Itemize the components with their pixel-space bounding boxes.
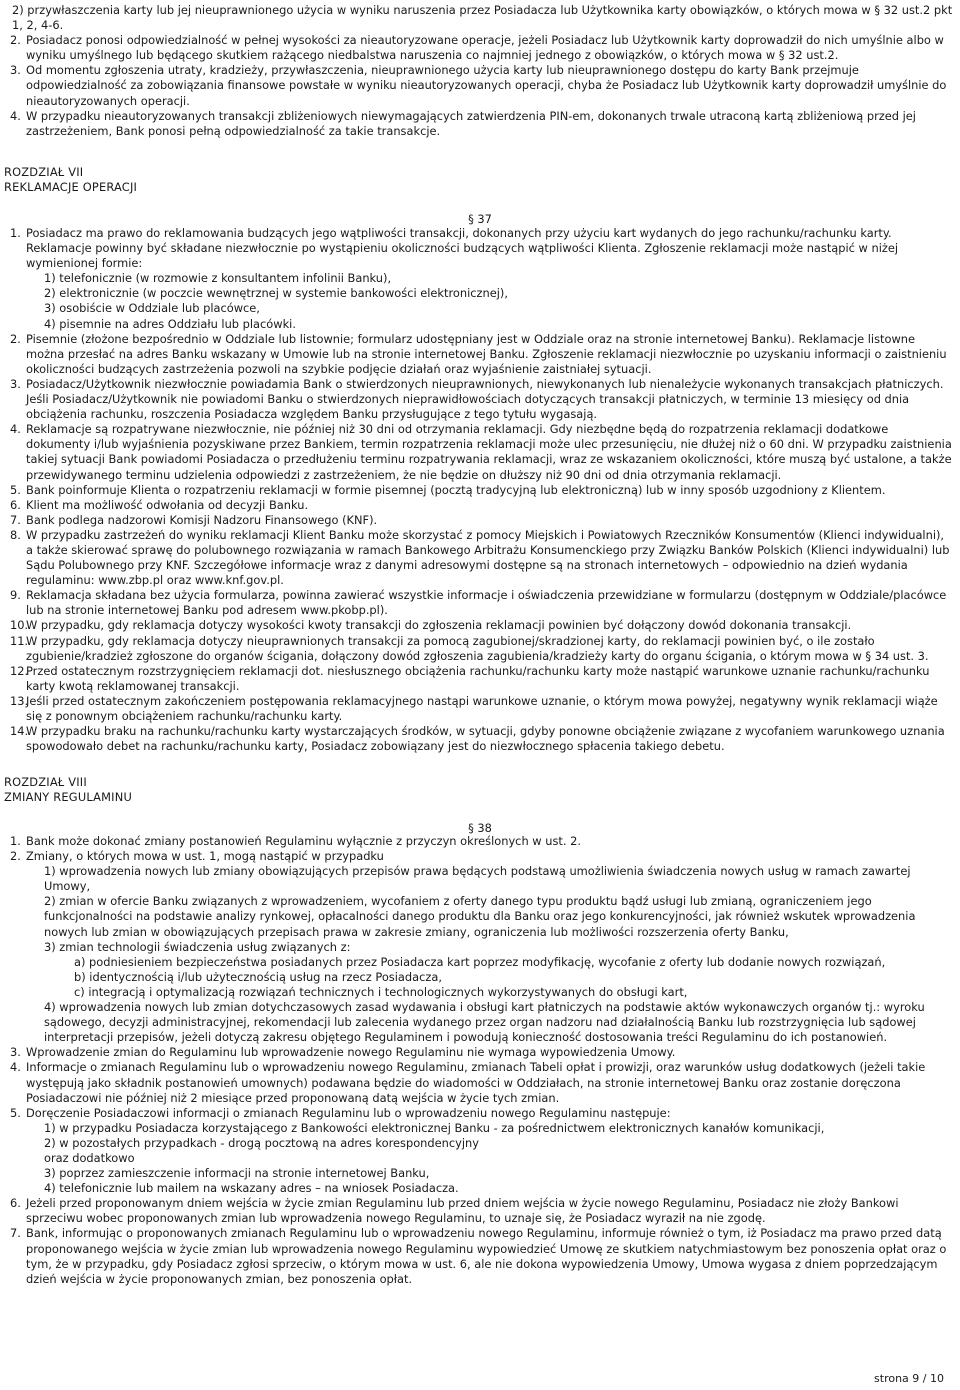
- intro-line-a: 2) przywłaszczenia karty lub jej nieuprawnionego użycia w wyniku naruszenia przez Posiadacza lub Użytkownika karty obowiązków, o których mowa w § 32 ust.2 pkt 1, 2, 4-6.: [12, 3, 953, 33]
- list-item: [4, 894, 954, 939]
- list-item: [4, 377, 954, 422]
- intro-item-3: [4, 63, 954, 108]
- chapter7-items: [4, 226, 954, 754]
- list-item: [4, 1106, 954, 1121]
- list-item: [4, 588, 954, 618]
- intro-item-2: [4, 33, 954, 63]
- list-item: [4, 301, 954, 316]
- list-item: [4, 864, 954, 894]
- chapter-label: ROZDZIAŁ VII: [4, 165, 84, 179]
- item-text: Od momentu zgłoszenia utraty, kradzieży, przywłaszczenia, nieuprawnionego użycia karty lub nieuprawnionego dostępu do karty Bank przejmuje odpowiedzialność za zobowiązania finansowe powstałe w wyniku nieautoryzowanych operacji, chyba że Posiadacz lub Użytkownik karty doprowadził umyślnie do nieautoryzowanych operacji.: [26, 63, 947, 108]
- item-text: 3) poprzez zamieszczenie informacji na stronie internetowej Banku,: [44, 1166, 430, 1181]
- list-item: [4, 226, 954, 271]
- list-item: [4, 849, 954, 864]
- item-number: 8.: [10, 527, 21, 542]
- list-item: [4, 940, 954, 955]
- item-number: 5.: [10, 1105, 21, 1120]
- list-item: [4, 271, 954, 286]
- list-item: [4, 834, 954, 849]
- section-37-marker: § 37: [468, 212, 492, 226]
- list-item: [4, 985, 954, 1000]
- list-item: [4, 317, 954, 332]
- item-number: 3.: [10, 1045, 21, 1060]
- item-number: 1.: [10, 834, 21, 848]
- item-text: Reklamacja składana bez użycia formularza, powinna zawierać wszystkie informacje i oświadczenia przewidziane w formularzu (dostępnym w Oddziale/placówce lub na stronie internetowej Banku pod adresem www.pkobp.pl).: [26, 588, 947, 618]
- item-text: Jeżeli przed proponowanym dniem wejścia w życie zmian Regulaminu lub przed dniem wejścia w życie nowego Regulaminu, Posiadacz nie złoży Bankowi sprzeciwu wobec proponowanych zmian lub wprowadzenia nowego Regulaminu, to uznaje się, że Posiadacz wyraził na nie zgodę.: [26, 1196, 899, 1226]
- list-item: [4, 286, 954, 301]
- item-text: 2) elektronicznie (w poczcie wewnętrznej w systemie bankowości elektronicznej),: [44, 286, 508, 301]
- item-number: 12.: [10, 663, 29, 678]
- item-text: Zmiany, o których mowa w ust. 1, mogą nastąpić w przypadku: [26, 849, 384, 864]
- item-text: c) integracją i optymalizacją rozwiązań technicznych i technologicznych wykorzystywanych do obsługi kart,: [74, 984, 688, 999]
- list-item: [4, 664, 954, 694]
- item-text: Pisemnie (złożone bezpośrednio w Oddziale lub listownie; formularz udostępniany jest w Oddziale oraz na stronie internetowej Banku). Reklamacje listowne można przesłać na adres Banku wskazany w Umowie lub na stronie internetowej Banku. Zgłoszenie reklamacji niezwłocznie po uzyskaniu informacji o zaistnieniu okoliczności budzących zastrzeżenia pozwoli na szybkie podjęcie działań oraz wyjaśnienie zaistniałej sytuacji.: [26, 331, 947, 376]
- item-number: 13.: [10, 693, 29, 708]
- chapter8-heading: [4, 775, 132, 805]
- item-text: W przypadku zastrzeżeń do wyniku reklamacji Klient Banku może skorzystać z pomocy Miejskich i Powiatowych Rzeczników Konsumentów (Klienci indywidualni), a także skierować sprawę do polubownego rozwiązania w ramach Bankowego Arbitrażu Konsumenckiego przy Związku Banków Polskich (Klienci indywidualni) lub Sądu Polubownego przy KNF. Szczegółowe informacje wraz z danymi adresowymi dostępne są na stronach internetowych – odpowiednio na dzień wydania regulaminu: www.zbp.pl oraz www.knf.gov.pl.: [26, 527, 950, 588]
- item-text: Bank, informując o proponowanych zmianach Regulaminu lub o wprowadzeniu nowego Regulaminu, informuje również o tym, iż Posiadacz ma prawo przed datą proponowanego wejścia w życie zmian lub wprowadzenia nowego Regulaminu wypowiedzieć Umowę ze skutkiem natychmiastowym bez ponoszenia opłat oraz o tym, że w przypadku, gdy Posiadacz zgłosi sprzeciw, o którym mowa w ust. 6, ale nie dokona wypowiedzenia Umowy, Umowa wygasa z dniem poprzedzającym dzień wejścia w życie proponowanych zmian, bez ponoszenia opłat.: [26, 1226, 947, 1286]
- item-text: Bank może dokonać zmiany postanowień Regulaminu wyłącznie z przyczyn określonych w ust. 2.: [26, 834, 581, 848]
- item-text: Klient ma możliwość odwołania od decyzji Banku.: [26, 497, 309, 512]
- item-text: 4) telefonicznie lub mailem na wskazany adres – na wniosek Posiadacza.: [44, 1181, 459, 1196]
- item-text: 1) wprowadzenia nowych lub zmiany obowiązujących przepisów prawa będących podstawą umożliwienia świadczenia nowych usług w ramach zawartej Umowy,: [44, 864, 911, 894]
- list-item: [4, 724, 954, 754]
- item-text: Przed ostatecznym rozstrzygnięciem reklamacji dot. niesłusznego obciążenia rachunku/rachunku karty może nastąpić warunkowe uznanie rachunku/rachunku karty kwotą reklamowanej transakcji.: [26, 663, 930, 693]
- list-item: [4, 528, 954, 588]
- item-text: Reklamacje są rozpatrywane niezwłocznie, nie później niż 30 dni od otrzymania reklamacji. Gdy niezbędne będą do rozpatrzenia reklamacji dodatkowe dokumenty i/lub wyjaśnienia pozyskiwane przez Bankiem, termin rozpatrzenia reklamacji może ulec przesunięciu, nie dłużej niż o 60 dni. W przypadku zaistnienia takiej sytuacji Bank powiadomi Posiadacza o przedłużeniu terminu rozpatrywania reklamacji, wraz ze wskazaniem okoliczności, które muszą być ustalone, a także przewidywanego terminu udzielenia odpowiedzi z zastrzeżeniem, że nie będzie on dłuższy niż 90 dni od dnia otrzymania reklamacji.: [26, 422, 952, 482]
- item-text: 1) telefonicznie (w rozmowie z konsultantem infolinii Banku),: [44, 271, 392, 286]
- list-item: [4, 1181, 954, 1196]
- item-text: 3) osobiście w Oddziale lub placówce,: [44, 301, 260, 316]
- item-number: 7.: [10, 1226, 21, 1241]
- item-number: 6.: [10, 1196, 21, 1211]
- item-text: Wprowadzenie zmian do Regulaminu lub wprowadzenie nowego Regulaminu nie wymaga wypowiedzenia Umowy.: [26, 1045, 676, 1060]
- list-item: [4, 1000, 954, 1045]
- list-item: [4, 1151, 954, 1166]
- chapter8-items: [4, 834, 954, 1287]
- chapter7-heading: [4, 165, 137, 195]
- item-text: oraz dodatkowo: [44, 1150, 135, 1165]
- list-item: [4, 955, 954, 970]
- item-text: W przypadku nieautoryzowanych transakcji zbliżeniowych niewymagających zatwierdzenia PIN-em, dokonanych trwale utraconą kartą zbliżeniową przed jej zastrzeżeniem, Bank ponosi pełną odpowiedzialność za takie transakcje.: [26, 108, 916, 138]
- item-number: 10.: [10, 618, 29, 633]
- chapter-title: REKLAMACJE OPERACJI: [4, 180, 138, 195]
- item-number: 3.: [10, 63, 21, 78]
- item-text: 1) w przypadku Posiadacza korzystającego z Bankowości elektronicznej Banku - za pośrednictwem elektronicznych kanałów komunikacji,: [44, 1120, 825, 1135]
- item-text: Posiadacz ponosi odpowiedzialność w pełnej wysokości za nieautoryzowane operacje, jeżeli Posiadacz lub Użytkownik karty doprowadził do nich umyślnie albo w wyniku umyślnego lub będącego skutkiem rażącego niedbalstwa naruszenia co najmniej jednego z obowiązków, o których mowa w § 32 ust.2.: [26, 33, 944, 63]
- list-item: [4, 1196, 954, 1226]
- list-item: [4, 1045, 954, 1060]
- list-item: [4, 422, 954, 482]
- item-text: Jeśli przed ostatecznym zakończeniem postępowania reklamacyjnego nastąpi warunkowe uznanie, o którym mowa powyżej, negatywny wynik reklamacji wiąże się z ponownym obciążeniem rachunku/rachunku karty.: [26, 693, 938, 723]
- list-item: [4, 1136, 954, 1151]
- item-number: 11.: [10, 633, 29, 648]
- list-item: [4, 1226, 954, 1286]
- list-item: [4, 970, 954, 985]
- item-text: W przypadku, gdy reklamacja dotyczy nieuprawnionych transakcji za pomocą zagubionej/skradzionej karty, do reklamacji powinien być, o ile zostało zgubienie/kradzież zgłoszone do organów ścigania, dołączony dowód zgłoszenia zagubienia/kradzieży karty do organu ścigania, o którym mowa w § 34 ust. 3.: [26, 633, 929, 663]
- intro-item-4: [4, 109, 954, 139]
- item-number: 5.: [10, 482, 21, 497]
- item-number: 4.: [10, 1060, 21, 1075]
- section-38-marker: § 38: [468, 821, 492, 835]
- item-text: 4) pisemnie na adres Oddziału lub placówki.: [44, 316, 296, 331]
- list-item: [4, 332, 954, 377]
- page-number: strona 9 / 10: [874, 1372, 944, 1385]
- chapter-label: ROZDZIAŁ VIII: [4, 775, 87, 789]
- item-text: b) identycznością i/lub użytecznością usług na rzecz Posiadacza,: [74, 969, 442, 984]
- chapter-title: ZMIANY REGULAMINU: [4, 790, 133, 805]
- item-text: Doręczenie Posiadaczowi informacji o zmianach Regulaminu lub o wprowadzeniu nowego Regulaminu następuje:: [26, 1105, 671, 1120]
- list-item: [4, 498, 954, 513]
- item-text: 4) wprowadzenia nowych lub zmian dotychczasowych zasad wydawania i obsługi kart płatniczych na podstawie aktów wykonawczych organów tj.: wyroku sądowego, decyzji administracyjnej, rekomendacji lub zalecenia wydanego przez organ nadzoru nad działalnością Banku lub rozstrzygnięcia lub sądowej interpretacji przepisów, jeżeli dotyczą zakresu objętego Regulaminem i powodują konieczność dostosowania treści Regulaminu do ich postanowień.: [44, 1000, 925, 1045]
- item-text: 2) w pozostałych przypadkach - drogą pocztową na adres korespondencyjny: [44, 1135, 479, 1150]
- item-text: Posiadacz/Użytkownik niezwłocznie powiadamia Bank o stwierdzonych nieuprawnionych, niewykonanych lub nienależycie wykonanych transakcjach płatniczych. Jeśli Posiadacz/Użytkownik nie powiadomi Banku o stwierdzonych nieprawidłowościach dotyczących transakcji płatniczych, w terminie 13 miesięcy od dnia obciążenia rachunku, roszczenia Posiadacza względem Banku przysługujące z tego tytułu wygasają.: [26, 376, 944, 422]
- list-item: [4, 1060, 954, 1105]
- item-number: 9.: [10, 588, 21, 603]
- item-text: Posiadacz ma prawo do reklamowania budzących jego wątpliwości transakcji, dokonanych przy użyciu kart wydanych do jego rachunku/rachunku karty. Reklamacje powinny być składane niezwłocznie po wystąpieniu okoliczności budzących wątpliwości Klienta. Zgłoszenie reklamacji może nastąpić w niżej wymienionej formie:: [26, 226, 899, 271]
- list-item: [4, 513, 954, 528]
- item-text: Informacje o zmianach Regulaminu lub o wprowadzeniu nowego Regulaminu, zmianach Tabeli opłat i prowizji, oraz warunków usług dodatkowych (jeżeli takie występują jako składnik postanowień umownych) podawana będzie do wiadomości w Oddziałach, na stronie internetowej Banku oraz zostanie doręczona Posiadaczowi nie później niż 2 miesiące przed proponowaną datą wejścia w życie tych zmian.: [26, 1060, 926, 1105]
- item-text: W przypadku braku na rachunku/rachunku karty wystarczających środków, w sytuacji, gdyby ponowne obciążenie związane z wycofaniem warunkowego uznania spowodowało debet na rachunku/rachunku karty, Posiadacz zobowiązany jest do niezwłocznego spłacenia takiego debetu.: [26, 724, 945, 754]
- item-number: 2.: [10, 331, 21, 346]
- item-text: Bank podlega nadzorowi Komisji Nadzoru Finansowego (KNF).: [26, 512, 378, 527]
- item-text: Bank poinformuje Klienta o rozpatrzeniu reklamacji w formie pisemnej (pocztą tradycyjną lub elektroniczną) lub w inny sposób uzgodniony z Klientem.: [26, 482, 886, 497]
- item-number: 4.: [10, 422, 21, 437]
- item-number: 2.: [10, 849, 21, 864]
- item-number: 6.: [10, 497, 21, 512]
- item-text: 3) zmian technologii świadczenia usług związanych z:: [44, 939, 351, 954]
- list-item: [4, 634, 954, 664]
- list-item: [4, 1121, 954, 1136]
- item-text: a) podniesieniem bezpieczeństwa posiadanych przez Posiadacza kart poprzez modyfikację, wycofanie z oferty lub dodanie nowych rozwiązań,: [74, 954, 886, 969]
- list-item: [4, 618, 954, 633]
- list-item: [4, 694, 954, 724]
- item-text: 2) zmian w ofercie Banku związanych z wprowadzeniem, wycofaniem z oferty danego typu produktu bądź usługi lub zmianą, ograniczeniem jego funkcjonalności na podstawie analizy rynkowej, opłacalności danego produktu dla Banku oraz jego konkurencyjności, jak również wskutek wprowadzenia nowych lub zmian w obowiązujących przepisach prawa w zakresie zmiany, ograniczenia lub możliwości rozszerzenia oferty Banku,: [44, 894, 916, 939]
- item-number: 2.: [10, 33, 21, 48]
- item-number: 1.: [10, 226, 21, 240]
- item-text: W przypadku, gdy reklamacja dotyczy wysokości kwoty transakcji do zgłoszenia reklamacji powinien być dołączony dowód dokonania transakcji.: [26, 618, 852, 633]
- item-number: 3.: [10, 376, 21, 391]
- intro-section: [4, 3, 954, 139]
- item-number: 14.: [10, 724, 29, 739]
- item-number: 7.: [10, 512, 21, 527]
- list-item: [4, 1166, 954, 1181]
- item-number: 4.: [10, 108, 21, 123]
- list-item: [4, 483, 954, 498]
